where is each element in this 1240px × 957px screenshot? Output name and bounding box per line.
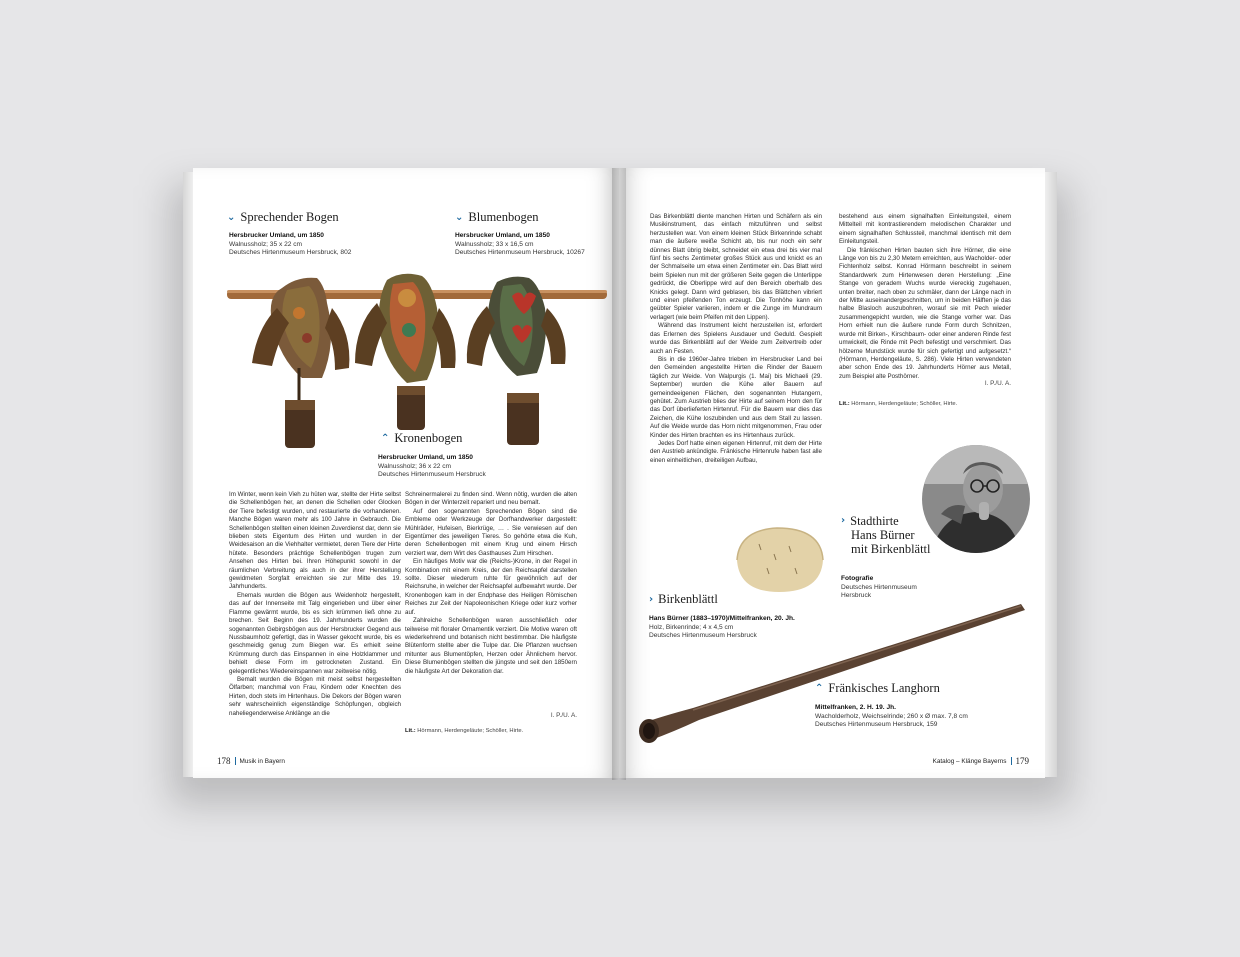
caption-birkenblaettl: Hans Bürner (1883–1970)/Mittelfranken, 20. Jh. Holz, Birkenrinde; 4 x 4,5 cm Deutsches Hirtenmuseum Hersbruck [649,615,795,640]
left-body-column-1: Im Winter, wenn kein Vieh zu hüten war, stellte der Hirte selbst die Schellenbögen her, an denen die Schellen oder Glocken der Tiere befestigt wurden, und restaurierte die vorhandenen. Manche Bögen waren mehr als 100 Jahre in Gebrauch. Die Schellenbögen stellten einen kleinen Zuverdienst dar, denn sie blieben stets Eigentum des Hirten und wurden in der Weidesaison an die Viehhalter vermietet, deren Tiere der Hirte hütete. Besonders prächtige Schellenbögen trugen zum Ansehen des Hirten bei. Ihren Höhepunkt sowohl in der räumlichen Verbreitung als auch in der ihrer Herstellung gewidmeten Sorgfalt erreichten sie zur Mitte des 19. Jahrhunderts. Ehemals wurden die Bögen aus Weidenholz hergestellt, das auf der Innenseite mit Talg eingerieben und über einer Flamme gewärmt wurde, bis es sich krümmen ließ ohne zu brechen. Seit Beginn des 19. Jahrhunderts wurden die sogenannten Gebirgsbögen aus der Hersbrucker Gegend aus Nussbaumholz gefertigt, das in Wasser gekocht wurde, bis es geschmeidig genug zum Biegen war. Es erhielt seine Krümmung durch das Einspannen in eine Holzklammer und behielt diese Form im getrockneten Zustand. Ein gelegentliches Wiedereinspannen war zeitweise nötig. Bemalt wurden die Bögen mit meist selbst hergestellten Ölfarben; manchmal von Frau, Kindern oder Knechten des Hirten, doch stets im Hirtenhaus. Die Dekors der Bögen waren sehr wahrscheinlich eigenständige Schöpfungen, obgleich naheliegenderweise Anklänge an die [229,491,401,717]
heading-kronenbogen: ⌃ Kronenbogen [381,431,463,445]
chevron-right-icon: › [841,515,846,526]
caption-sprechender-bogen: Hersbrucker Umland, um 1850 Walnussholz; 35 x 22 cm Deutsches Hirtenmuseum Hersbruck, 802 [229,232,352,257]
chevron-up-icon: ⌃ [381,433,390,444]
left-signature: I. P./U. A. [550,712,577,719]
heading-blumenbogen: ⌄ Blumenbogen [455,210,539,224]
footer-separator [235,757,236,765]
heading-langhorn: ⌃ Fränkisches Langhorn [815,681,940,695]
caption-portrait: Fotografie Deutsches Hirtenmuseum Hersbruck [841,575,917,600]
right-literature: Lit.: Hörmann, Herdengeläute; Schöller, Hirte. [839,401,958,407]
right-page [619,168,1045,778]
left-footer [217,756,285,766]
chevron-down-icon: ⌄ [227,212,236,223]
caption-langhorn: Mittelfranken, 2. H. 19. Jh. Wacholderholz, Weichselrinde; 260 x Ø max. 7,8 cm Deutsches Hirtenmuseum Hersbruck, 159 [815,704,968,729]
chevron-down-icon: ⌄ [455,212,464,223]
left-body-column-2: Schreinermalerei zu finden sind. Wenn nötig, wurden die alten Bögen in der Winterzeit repariert und neu bemalt. Auf den sogenannten Sprechenden Bögen sind die Embleme oder Werkzeuge der Dorfhandwerker dargestellt: Mühlräder, Hufeisen, Bierkrüge, … . Sie verwiesen auf den Eigentümer des jeweiligen Tieres. So gehörte etwa die Kuh, deren Schellenbogen mit einem Krug und einem Hirsch verziert war, dem Wirt des Gasthauses Zum Hirschen. Ein häufiges Motiv war die (Reichs-)Krone, in der Regel in Kombination mit einem Kreis, der den Reichsapfel darstellen sollte. Dieser wiederum ruhte für gewöhnlich auf der Reichsruhe, in welcher der Reichsapfel aufbewahrt wurde. Der Kronenbogen kam in der Endphase des Heiligen Römischen Reiches zur Zeit der Napoleonischen Kriege oder kurz vorher auf. Zahlreiche Schellenbögen waren ausschließlich oder teilweise mit floraler Ornamentik verziert. Die Motive waren oft wiederkehrend und botanisch nicht bestimmbar. Die häufigste Blütenform stellte aber die Tulpe dar. Die Pflanzen wuchsen mitunter aus Blumentöpfen, Herzen oder Ähnlichem hervor. Diese Blumenbögen stellten die jüngste und seit den 1850ern die häufigste Art der Dekoration dar. [405,491,577,675]
right-signature: I. P./U. A. [984,380,1011,387]
right-body-column-1: Das Birkenblättl diente manchen Hirten und Schäfern als ein Musikinstrument, das einfach mitzuführen und selbst herzustellen war. Von einem kleinen Stück Birkenrinde schabt man die äußere weiße Schicht ab, bis nur noch ein sehr dünnes Blatt übrig bleibt, schneidet ein etwa drei bis vier mal fünf bis sechs Zentimeter großes Stück aus und knickt es an der Schmalseite um etwa einen Zentimeter ein. Das Blatt wird beim Spielen nun mit der größeren Seite gegen die Unterlippe gedrückt, die Oberlippe wird auf den Bereich oberhalb des Knicks gelegt. Dann wird geblasen, bis das Blättchen vibriert und einen pfeifenden Ton erzeugt. Die Tonhöhe kann ein geübter Spieler variieren, indem er die Zunge im Mundraum verlagert (wie beim Pfeifen mit den Lippen). Während das Instrument leicht herzustellen ist, erfordert das Erlernen des Spielens Ausdauer und Geduld. Gespielt wurde das Birkenblättl auf der Weide zum Zeitvertreib oder auch an Festen. Bis in die 1960er-Jahre trieben im Hersbrucker Land bei den Gemeinden angestellte Hirten die Rinder der Bauern täglich zur Weide. Von Walpurgis (1. Mai) bis Michaeli (29. September) wurden die Kühe aller Bauern auf gemeindeeigenen Flächen, den sogenannten Hutangern, gehütet. Zum Austrieb blies der Hirte auf seinem Horn den für das Dorf überlieferten Hirtenruf. Für die Bauern war dies das Zeichen, die Kühe loszubinden und aus dem Stall zu lassen. Auf die Weide wurde das Horn nicht mitgenommen, Frau oder Kinder des Hirten brachten es ins Hirtenhaus zurück. Jedes Dorf hatte einen eigenen Hirtenruf, mit dem der Hirte den Austrieb ankündigte. Fränkische Hirtenrufe haben fast alle einen einheitlichen, dreiteiligen Aufbau, [650,213,822,464]
page-stack-right [1043,172,1057,777]
heading-stadthirte: › Stadthirte Hans Bürner mit Birkenblättl [841,514,931,556]
left-page [193,168,619,778]
caption-kronenbogen: Hersbrucker Umland, um 1850 Walnussholz; 36 x 22 cm Deutsches Hirtenmuseum Hersbruck [378,454,486,479]
page-number: 178 [217,756,231,766]
chevron-right-icon: › [649,594,654,605]
heading-sprechender-bogen: ⌄ Sprechender Bogen [227,210,339,224]
running-title: Katalog – Klänge Bayerns [932,757,1007,765]
birkenblaettl-image [729,524,829,596]
left-literature: Lit.: Hörmann, Herdengeläute; Schöller, Hirte. [405,728,524,734]
right-body-column-2: bestehend aus einem signalhaften Einleitungsteil, einem Mittelteil mit kontrastierendem melodischen Charakter und einem signalhaften Schlussteil, manchmal identisch mit dem Einleitungsteil. Die fränkischen Hirten bauten sich ihre Hörner, die eine Länge von bis zu 2,30 Metern erreichten, aus Wacholder- oder Fichtenholz selbst. Konrad Hörmann beschreibt in seinem Standardwerk zum Hirtenwesen deren Herstellung: „Eine Stange von geradem Wuchs wurde viereckig zugehauen, unten breiter, nach oben zu schmäler, dann der Länge nach in der Mitte auseinandergeschnitten, um in beiden Hälften je das halbe Blasloch auszubohren, worauf sie mit Pech wieder zusammengepicht wurden, wie die Stange vorher war. Das Horn erhielt nun die äußere runde Form durch Schnitzen, wurde mit Birken-, Kirschbaum- oder einer anderen Rinde fest umwickelt, die Rinde mit Pech befestigt und verschmiert. Das hölzerne Mundstück wurde für sich gefertigt und aufgesetzt.“ (Hörmann, Herdengeläute, S. 286). Viele Hirten verwendeten aber schon Ende des 19. Jahrhunderts Hörner aus Metall, zum Beispiel alte Posthörner. [839,213,1011,380]
page-number: 179 [1015,756,1029,766]
chevron-up-icon: ⌃ [815,683,824,694]
right-footer [933,756,1029,766]
heading-birkenblaettl: › Birkenblättl [649,592,718,606]
bow-1-shape [252,278,349,448]
book-spine [612,168,626,780]
running-title: Musik in Bayern [239,757,285,765]
portrait-hans-buerner [921,444,1031,554]
footer-separator [1011,757,1012,765]
bow-3-shape [467,277,566,445]
caption-blumenbogen: Hersbrucker Umland, um 1850 Walnussholz; 33 x 16,5 cm Deutsches Hirtenmuseum Hersbruck, 10267 [455,232,585,257]
